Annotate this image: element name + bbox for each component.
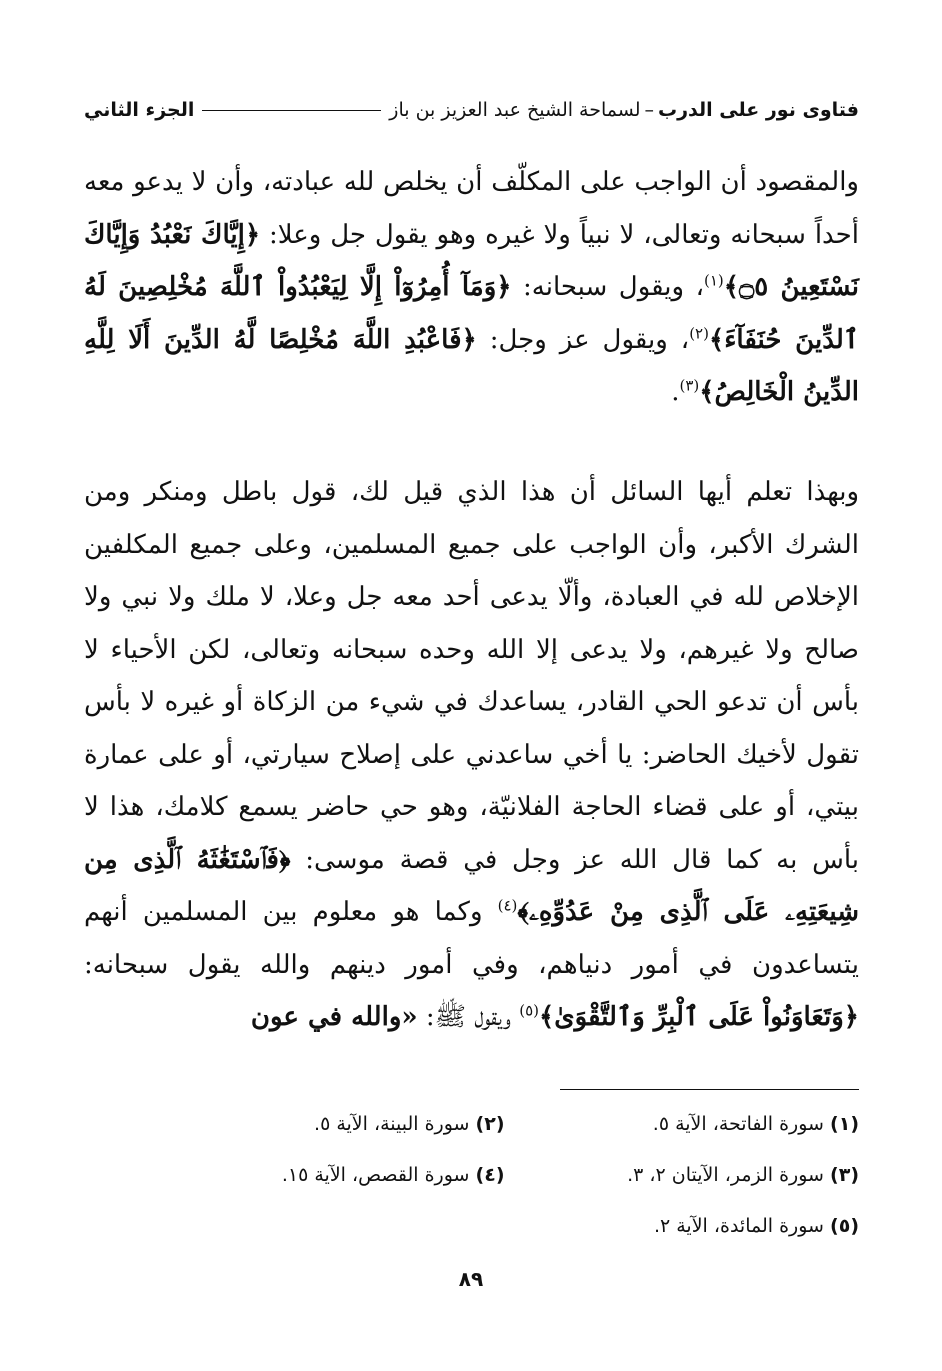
paragraph-text: ، ويقول سبحانه:: [511, 272, 704, 302]
running-header: [84, 92, 859, 128]
paragraph-text: وبهذا تعلم أيها السائل أن هذا الذي قيل لك، قول باطل ومنكر ومن الشرك الأكبر، وأن الواجب على جميع المسلمين، وعلى جميع المكلفين الإخلاص لله في العبادة، وألّا يدعى أحد معه جل وعلا، لا ملك ولا نبي ولا صالح ولا غيرهم، ولا يدعى إلا الله وحده سبحانه وتعالى، لكن الأحياء لا بأس أن تدعو الحي القادر، يساعدك في شيء من الزكاة أو غيره لا بأس تقول لأخيك الحاضر: يا أخي ساعدني على إصلاح سيارتي، أو على عمارة بيتي، أو على قضاء الحاجة الفلانيّة، وهو حي حاضر يسمع كلامك، هذا لا بأس به كما قال الله عز وجل في قصة موسى:: [84, 477, 859, 875]
footnote-number: (٥): [830, 1214, 859, 1237]
body-paragraph-2: [84, 466, 859, 1044]
footnote-4: [150, 1164, 505, 1186]
footnote-text: سورة المائدة، الآية ٢.: [653, 1214, 824, 1237]
page-number: ٨٩: [458, 1267, 484, 1291]
footnote-1: [505, 1113, 860, 1135]
verse-bracket-close: ﴾: [539, 1002, 555, 1032]
footnote-3: [505, 1164, 860, 1186]
footnote-2: [150, 1113, 505, 1135]
footnote-text: سورة الزمر، الآيتان ٢، ٣.: [627, 1163, 824, 1186]
footnote-ref-5: (٥): [519, 1001, 540, 1020]
footnote-ref-3: (٣): [679, 376, 700, 395]
verse-bracket-close: ﴾: [699, 377, 715, 407]
quran-verse-1: إِيَّاكَ نَعْبُدُ وَإِيَّاكَ نَسْتَعِينُ ۝٥: [84, 219, 859, 302]
hadith-quote: «والله في عون: [250, 1002, 418, 1032]
header-rule: [202, 110, 381, 111]
verse-bracket-open: ﴿: [278, 844, 291, 875]
footnote-number: (٣): [830, 1163, 859, 1186]
verse-bracket-close: ﴾: [708, 324, 725, 355]
footnote-ref-2: (٢): [689, 323, 709, 342]
footnote-text: سورة القصص، الآية ١٥.: [281, 1163, 470, 1186]
header-volume: الجزء الثاني: [84, 99, 195, 121]
footnote-separator: [560, 1089, 859, 1090]
footnote-text: سورة الفاتحة، الآية ٥.: [652, 1112, 824, 1135]
verse-bracket-open: ﴿: [843, 1002, 859, 1032]
header-separator: –: [644, 99, 654, 121]
paragraph-text: ويقول ﷺ:: [417, 1002, 520, 1032]
verse-bracket-open: ﴿: [496, 272, 512, 302]
quran-verse-3: فَاعْبُدِ اللَّهَ مُخْلِصًا لَّهُ الدِّينَ أَلَا لِلَّهِ الدِّينُ الْخَالِصُ: [84, 324, 859, 407]
quran-verse-2: وَمَآ أُمِرُوٓاْ إِلَّا لِيَعْبُدُواْ ٱللَّهَ مُخْلِصِينَ لَهُ ٱلدِّينَ حُنَفَآءَ: [84, 272, 859, 355]
footnote-text: سورة البينة، الآية ٥.: [314, 1112, 470, 1135]
footnote-row: [150, 1098, 859, 1149]
verse-bracket-open: ﴿: [461, 324, 477, 355]
footnote-number: (٢): [475, 1112, 505, 1135]
paragraph-text: وكما هو معلوم بين المسلمين أنهم يتساعدون في أمور دنياهم، وفي أمور دينهم والله يقول سبحانه:: [84, 897, 859, 980]
body-paragraph-1: [84, 156, 859, 419]
footnote-row: [150, 1200, 859, 1251]
footnote-number: (٤): [475, 1163, 505, 1186]
footnote-5: [479, 1215, 859, 1237]
footnote-ref-4: (٤): [497, 896, 518, 915]
quran-verse-4: فَٱسْتَغَٰثَهُ ٱلَّذِى مِن شِيعَتِهِۦ عَلَى ٱلَّذِى مِنْ عَدُوِّهِۦ: [84, 844, 859, 927]
verse-bracket-close: ﴾: [723, 272, 740, 302]
header-book-title: فتاوى نور على الدرب: [658, 99, 859, 121]
footnote-row: [150, 1149, 859, 1200]
paragraph-text: والمقصود أن الواجب على المكلّف أن يخلص لله عبادته، وأن لا يدعو معه أحداً سبحانه وتعالى، لا نبياً ولا غيره وهو يقول جل وعلا:: [84, 167, 859, 250]
footnotes: [150, 1098, 859, 1251]
verse-bracket-close: ﴾: [517, 897, 529, 927]
header-author: لسماحة الشيخ عبد العزيز بن باز: [389, 99, 641, 121]
paragraph-text: .: [671, 377, 680, 407]
verse-bracket-open: ﴿: [244, 219, 261, 250]
footnote-ref-1: (١): [704, 271, 724, 290]
footnote-number: (١): [830, 1112, 859, 1135]
quran-verse-5: وَتَعَاوَنُواْ عَلَى ٱلْبِرِّ وَٱلتَّقْوَىٰ: [554, 1002, 844, 1032]
paragraph-text: ، ويقول عز وجل:: [476, 324, 690, 355]
